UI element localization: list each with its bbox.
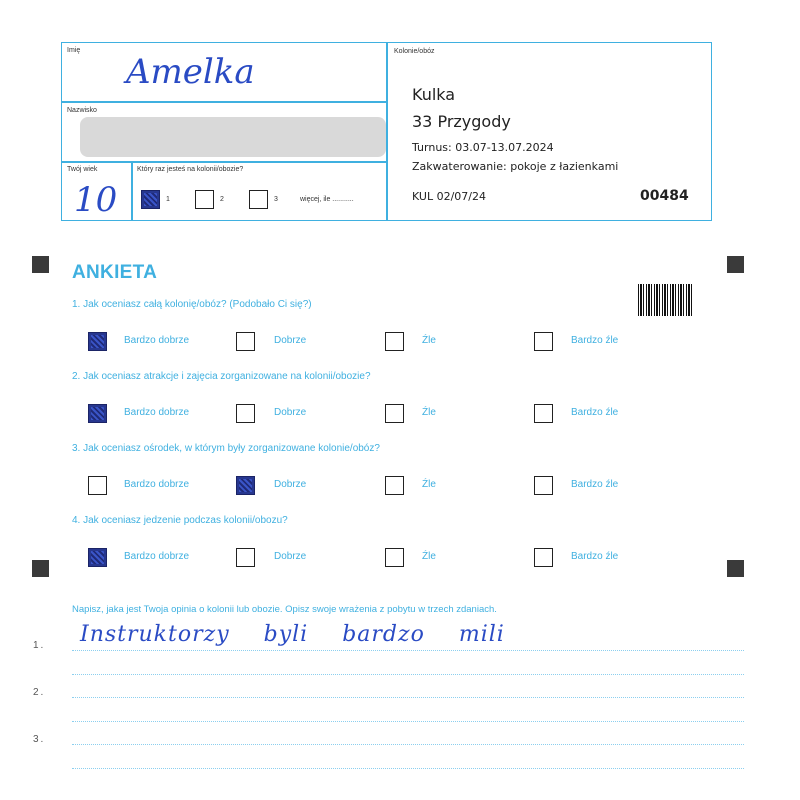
q1-option-label-1: Bardzo dobrze (124, 335, 190, 346)
question-1: 1. Jak oceniasz całą kolonię/obóz? (Podobało Ci się?) (72, 299, 312, 310)
form-number: 00484 (640, 188, 689, 204)
camp-code: KUL 02/07/24 (412, 190, 486, 203)
q4-option-label-4: Bardzo źle (571, 551, 619, 562)
opinion-answer-1: Instruktorzy byli bardzo mili (80, 622, 505, 647)
q2-option-label-4: Bardzo źle (571, 407, 619, 418)
q4-checkbox-4[interactable] (534, 548, 553, 567)
q4-checkbox-3[interactable] (385, 548, 404, 567)
q3-checkbox-1[interactable] (88, 476, 107, 495)
header-divider (386, 42, 388, 221)
wiek-value: 10 (74, 180, 118, 220)
q4-option-label-1: Bardzo dobrze (124, 551, 190, 562)
q4-checkbox-2[interactable] (236, 548, 255, 567)
kolonie-label: Kolonie/obóz (394, 48, 435, 55)
q4-option-label-2: Dobrze (274, 551, 307, 562)
ktory-raz-label: Który raz jesteś na kolonii/obozie? (137, 166, 244, 173)
answer-line-2b[interactable] (72, 721, 744, 722)
q1-checkbox-4[interactable] (534, 332, 553, 351)
question-3: 3. Jak oceniasz ośrodek, w którym były zorganizowane kolonie/obóz? (72, 443, 380, 454)
barcode (638, 284, 693, 316)
times-checkbox-2[interactable] (195, 190, 214, 209)
q1-checkbox-3[interactable] (385, 332, 404, 351)
q2-option-label-3: Źle (422, 407, 436, 418)
q2-option-label-1: Bardzo dobrze (124, 407, 190, 418)
q3-checkbox-4[interactable] (534, 476, 553, 495)
q2-checkbox-2[interactable] (236, 404, 255, 423)
q4-option-label-3: Źle (422, 551, 436, 562)
q2-checkbox-4[interactable] (534, 404, 553, 423)
header-row-divider-2 (61, 161, 387, 163)
q3-option-label-2: Dobrze (274, 479, 307, 490)
zakwaterowanie: Zakwaterowanie: pokoje z łazienkami (412, 160, 619, 173)
q3-checkbox-2[interactable] (236, 476, 255, 495)
turnus: Turnus: 03.07-13.07.2024 (412, 141, 554, 154)
imie-label: Imię (67, 47, 81, 54)
q4-checkbox-1[interactable] (88, 548, 107, 567)
answer-line-1a[interactable] (72, 650, 744, 651)
line-number-2: 2. (33, 687, 46, 698)
question-4: 4. Jak oceniasz jedzenie podczas kolonii/obozu? (72, 515, 288, 526)
camp-program: 33 Przygody (412, 112, 511, 131)
times-option-2: 2 (220, 196, 224, 203)
q1-checkbox-1[interactable] (88, 332, 107, 351)
answer-line-2a[interactable] (72, 697, 744, 698)
times-option-more: więcej, ile ........... (300, 196, 354, 203)
q3-option-label-4: Bardzo źle (571, 479, 619, 490)
q3-option-label-3: Źle (422, 479, 436, 490)
q1-option-label-4: Bardzo źle (571, 335, 619, 346)
line-number-1: 1. (33, 640, 46, 651)
times-option-3: 3 (274, 196, 278, 203)
q2-checkbox-1[interactable] (88, 404, 107, 423)
times-checkbox-3[interactable] (249, 190, 268, 209)
wiek-label: Twój wiek (67, 166, 98, 173)
times-checkbox-1[interactable] (141, 190, 160, 209)
times-option-1: 1 (166, 196, 170, 203)
q1-option-label-2: Dobrze (274, 335, 307, 346)
q2-option-label-2: Dobrze (274, 407, 307, 418)
imie-value: Amelka (126, 52, 255, 92)
question-2: 2. Jak oceniasz atrakcje i zajęcia zorganizowane na kolonii/obozie? (72, 371, 371, 382)
survey-title: ANKIETA (72, 262, 158, 283)
q3-option-label-1: Bardzo dobrze (124, 479, 190, 490)
registration-marker-br (727, 560, 744, 577)
registration-marker-tr (727, 256, 744, 273)
answer-line-1b[interactable] (72, 674, 744, 675)
q1-option-label-3: Źle (422, 335, 436, 346)
registration-marker-tl (32, 256, 49, 273)
answer-line-3a[interactable] (72, 744, 744, 745)
camp-name: Kulka (412, 85, 456, 104)
registration-marker-bl (32, 560, 49, 577)
q1-checkbox-2[interactable] (236, 332, 255, 351)
header-row-divider-1 (61, 101, 387, 103)
nazwisko-label: Nazwisko (67, 107, 97, 114)
line-number-3: 3. (33, 734, 46, 745)
age-divider (131, 161, 133, 221)
redacted-surname (80, 117, 386, 157)
opinion-prompt: Napisz, jaka jest Twoja opinia o kolonii lub obozie. Opisz swoje wrażenia z pobytu w trzech zdaniach. (72, 604, 497, 615)
answer-line-3b[interactable] (72, 768, 744, 769)
q2-checkbox-3[interactable] (385, 404, 404, 423)
q3-checkbox-3[interactable] (385, 476, 404, 495)
